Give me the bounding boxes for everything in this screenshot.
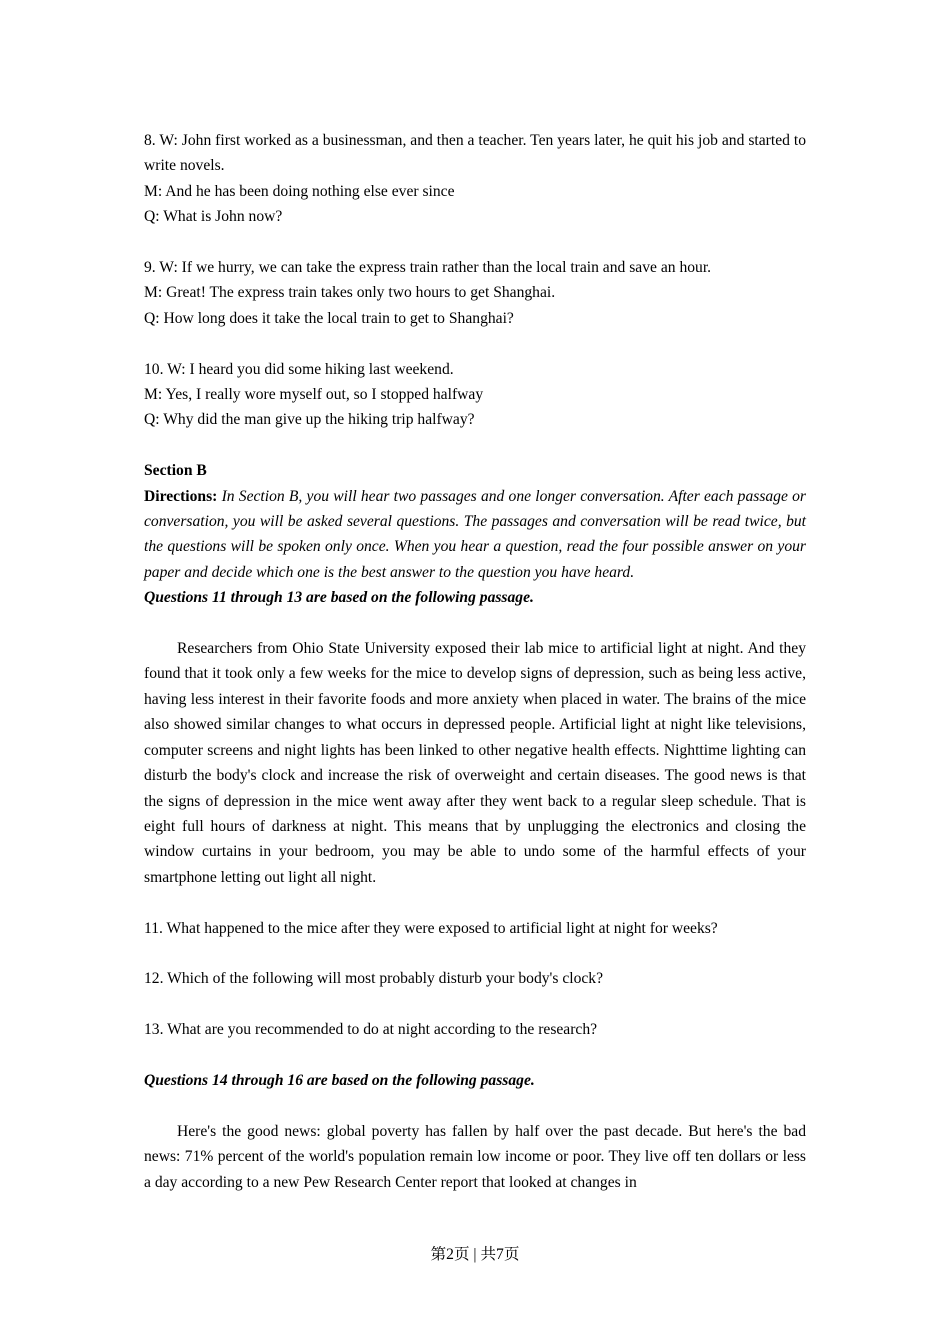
question-item: 12. Which of the following will most probably disturb your body's clock? xyxy=(144,970,604,988)
directions-label: Directions: xyxy=(144,487,218,505)
directions-text: In Section B, you will hear two passages and one longer conversation. After each passage or conversation, you will be asked several questions. The passages and conversation will be read twice, but the questions will be spoken only once. When you hear a question, read the four possible answer on your paper and decide which one is the best answer to the question you have heard. xyxy=(144,487,806,581)
question-group-heading: Questions 14 through 16 are based on the following passage. xyxy=(144,1071,535,1089)
dialogue-line: M: Great! The express train takes only two hours to get Shanghai. xyxy=(144,284,556,302)
document-body xyxy=(144,128,806,1195)
directions xyxy=(144,484,806,586)
page-number: 第2页 | 共7页 xyxy=(430,1246,520,1263)
passage-text: Researchers from Ohio State University exposed their lab mice to artificial light at night. And they found that it took only a few weeks for the mice to develop signs of depression, such as being less active, having less interest in their favorite foods and more anxiety when placed in water. The brains of the mice also showed similar changes to what occurs in depressed people. Artificial light at night like televisions, computer screens and night lights has been linked to other negative health effects. Nighttime lighting can disturb the body's clock and increase the risk of overweight and certain diseases. The good news is that the signs of depression in the mice went away after they went back to a regular sleep schedule. That is eight full hours of darkness at night. This means that by unplugging the electronics and closing the window curtains in your bedroom, you may be able to undo some of the harmful effects of your smartphone letting out light all night. xyxy=(144,640,806,886)
question-item: 13. What are you recommended to do at night according to the research? xyxy=(144,1021,598,1039)
dialogue-9 xyxy=(144,255,806,331)
dialogue-line: M: Yes, I really wore myself out, so I stopped halfway xyxy=(144,386,484,404)
dialogue-question: Q: How long does it take the local train to get to Shanghai? xyxy=(144,309,514,327)
dialogue-10 xyxy=(144,357,806,433)
dialogue-line: 8. W: John first worked as a businessman, and then a teacher. Ten years later, he quit his job and started to write novels. xyxy=(144,132,806,175)
dialogue-line: 10. W: I heard you did some hiking last weekend. xyxy=(144,360,454,378)
passage-text: Here's the good news: global poverty has fallen by half over the past decade. But here's the bad news: 71% percent of the world's population remain low income or poor. They live off ten dollars or less a day according to a new Pew Research Center report that looked at changes in xyxy=(144,1122,806,1191)
section-title: Section B xyxy=(144,462,207,480)
dialogue-8 xyxy=(144,128,806,230)
dialogue-question: Q: What is John now? xyxy=(144,208,283,226)
dialogue-line: M: And he has been doing nothing else ever since xyxy=(144,182,455,200)
dialogue-line: 9. W: If we hurry, we can take the express train rather than the local train and save an hour. xyxy=(144,259,712,277)
question-item: 11. What happened to the mice after they were exposed to artificial light at night for weeks? xyxy=(144,919,718,937)
dialogue-question: Q: Why did the man give up the hiking trip halfway? xyxy=(144,411,475,429)
question-group-heading: Questions 11 through 13 are based on the following passage. xyxy=(144,589,534,607)
